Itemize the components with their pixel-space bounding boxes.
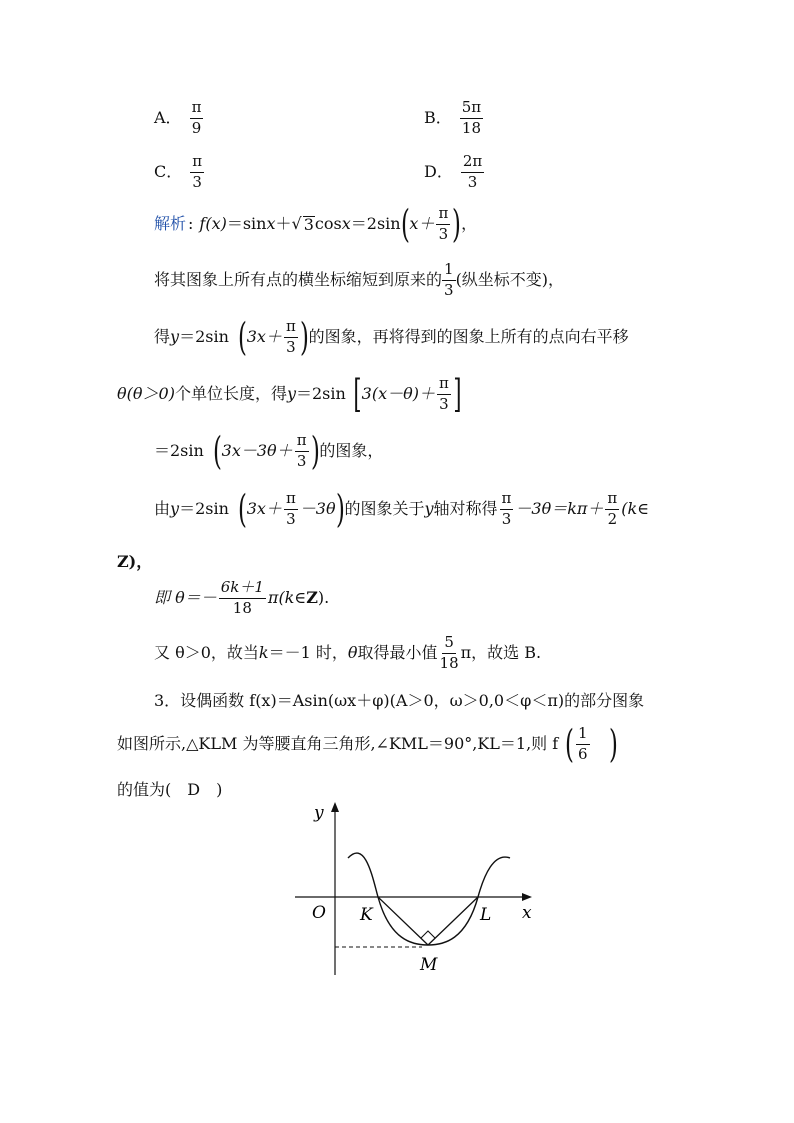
fraction-pi-3-a bbox=[436, 203, 450, 243]
line4-b: 个单位长度，得 bbox=[174, 384, 287, 403]
option-c-num: π bbox=[190, 154, 204, 173]
frac-den: 2 bbox=[607, 509, 618, 528]
left-paren: ( bbox=[565, 722, 575, 766]
question3-line-2 bbox=[117, 722, 618, 766]
solution-tag: 解析 bbox=[154, 214, 187, 233]
left-paren: ( bbox=[400, 202, 410, 246]
label-m: M bbox=[420, 955, 438, 975]
solution-line-2 bbox=[154, 262, 564, 299]
label-x: x bbox=[522, 903, 532, 923]
line6-h: －3θ＝kπ＋ bbox=[515, 499, 604, 518]
line4-y: y bbox=[286, 384, 296, 403]
line4-d: 3(x－θ)＋ bbox=[361, 384, 435, 403]
line9-c: 取得最小值 bbox=[357, 643, 438, 663]
option-d-label: D． bbox=[424, 162, 453, 182]
line6-i: (k∈ bbox=[621, 499, 650, 518]
line2-text: 将其图象上所有点的横坐标缩短到原来的 bbox=[154, 270, 443, 290]
frac-den: 3 bbox=[286, 509, 296, 528]
fraction-pi-3-f bbox=[500, 488, 514, 528]
right-paren: ) bbox=[299, 315, 309, 359]
expr-x1: x bbox=[266, 214, 276, 233]
line9-d: π，故选 B. bbox=[460, 643, 542, 663]
line3-c: 3x＋ bbox=[246, 327, 282, 346]
option-c bbox=[154, 154, 206, 191]
option-d-fraction bbox=[461, 154, 484, 191]
label-l: L bbox=[480, 905, 492, 925]
option-a-den: 9 bbox=[191, 118, 202, 137]
frac-den: 3 bbox=[501, 509, 512, 528]
right-bracket: ] bbox=[453, 372, 462, 416]
left-paren: ( bbox=[237, 487, 247, 531]
frac-den: 18 bbox=[439, 653, 459, 672]
line6-b: ＝2sin bbox=[179, 499, 229, 518]
line5-b: 3x－3θ＋ bbox=[221, 441, 293, 460]
fraction-1-6 bbox=[576, 723, 590, 763]
frac-num: π bbox=[284, 491, 298, 510]
expr-fx: f(x) bbox=[199, 214, 227, 233]
line8-a: 即 θ＝－ bbox=[154, 588, 217, 608]
line9-theta: θ bbox=[347, 643, 358, 663]
fraction-pi-3-d bbox=[295, 430, 309, 470]
line3-tail: 的图象，再将得到的图象上所有的点向右平移 bbox=[308, 327, 629, 346]
frac-num: π bbox=[436, 206, 450, 225]
sqrt-symbol: √ bbox=[291, 214, 302, 233]
option-d-num: 2π bbox=[461, 154, 484, 173]
frac-num: 6k＋1 bbox=[219, 580, 266, 599]
solution-line-4 bbox=[117, 372, 462, 416]
line6-f: y bbox=[424, 499, 434, 518]
option-d-den: 3 bbox=[467, 172, 478, 191]
line8-b: π(k∈ bbox=[267, 588, 307, 608]
y-axis-arrow bbox=[331, 802, 339, 812]
expr-plus: ＋ bbox=[275, 214, 292, 233]
sqrt-radicand: 3 bbox=[303, 214, 314, 234]
frac-num: π bbox=[437, 376, 451, 395]
frac-den: 18 bbox=[232, 598, 252, 617]
option-a-num: π bbox=[190, 100, 204, 119]
frac-den: 3 bbox=[286, 337, 296, 356]
line8-c: ). bbox=[317, 588, 330, 608]
option-c-label: C． bbox=[154, 162, 183, 182]
question3-line-3: 的值为( D ) bbox=[117, 780, 223, 799]
solution-line-6 bbox=[154, 487, 650, 531]
right-angle-marker bbox=[421, 931, 435, 938]
solution-colon: : bbox=[188, 214, 194, 233]
line5-tail: 的图象， bbox=[319, 441, 384, 460]
question3-line-2-text: 如图所示,△KLM 为等腰直角三角形,∠KML＝90°,KL＝1,则 f bbox=[117, 734, 559, 753]
frac-den: 3 bbox=[439, 394, 449, 413]
expr-cos: cos bbox=[314, 214, 342, 233]
left-paren: ( bbox=[237, 315, 247, 359]
line6-y: y bbox=[170, 499, 180, 518]
expr-x2: x bbox=[341, 214, 351, 233]
option-a bbox=[154, 100, 205, 137]
option-b-den: 18 bbox=[461, 118, 482, 137]
line4-c: ＝2sin bbox=[296, 384, 346, 403]
option-b bbox=[424, 100, 485, 137]
question3-line-1: 3．设偶函数 f(x)＝Asin(ωx＋φ)(A＞0，ω＞0,0＜φ＜π)的部分图象 bbox=[154, 691, 645, 710]
x-axis-arrow bbox=[522, 893, 532, 901]
solution-line-8 bbox=[154, 580, 329, 617]
fraction-pi-3-e bbox=[284, 488, 298, 528]
option-a-label: A． bbox=[154, 108, 182, 128]
option-d bbox=[424, 154, 486, 191]
expr-x-plus: x＋ bbox=[409, 214, 435, 233]
solution-line-1 bbox=[154, 202, 478, 246]
line6-g: 轴对称得 bbox=[433, 499, 498, 518]
option-c-den: 3 bbox=[192, 172, 202, 191]
left-bracket: [ bbox=[353, 372, 362, 416]
fraction-pi-3-c bbox=[437, 373, 451, 413]
option-b-label: B． bbox=[424, 108, 452, 128]
right-paren: ) bbox=[335, 487, 345, 531]
right-paren: ) bbox=[310, 429, 320, 473]
line3-b: ＝2sin bbox=[179, 327, 229, 346]
frac-den: 3 bbox=[444, 280, 454, 299]
fraction-pi-2 bbox=[605, 488, 619, 528]
option-b-num: 5π bbox=[460, 100, 483, 119]
left-paren: ( bbox=[212, 429, 222, 473]
label-origin: O bbox=[312, 903, 326, 923]
line6-d: －3θ bbox=[299, 499, 336, 518]
line9-k: k bbox=[258, 643, 269, 663]
cosine-graph-figure bbox=[290, 800, 550, 980]
frac-den: 3 bbox=[296, 451, 307, 470]
line2-tail: (纵坐标不变)， bbox=[455, 270, 565, 290]
solution-line-5 bbox=[154, 429, 384, 473]
line6-e: 的图象关于 bbox=[344, 499, 425, 518]
frac-num: π bbox=[284, 319, 298, 338]
right-paren: ) bbox=[452, 202, 462, 246]
line6-a: 由 bbox=[154, 499, 171, 518]
line9-b: ＝－1 时， bbox=[268, 643, 348, 663]
solution-line-7: Z)， bbox=[117, 552, 153, 571]
line3-a: 得 bbox=[154, 327, 171, 346]
line9-a: 又 θ＞0，故当 bbox=[154, 643, 259, 663]
frac-num: π bbox=[295, 433, 309, 452]
cosine-curve bbox=[348, 853, 510, 945]
line4-a: θ(θ＞0) bbox=[117, 384, 175, 403]
fraction-5-18 bbox=[440, 635, 459, 672]
expr-2sin: ＝2sin bbox=[350, 214, 401, 233]
fraction-6k1-18 bbox=[219, 580, 266, 617]
solution-line-9 bbox=[154, 635, 541, 672]
solution-line-3 bbox=[154, 315, 629, 359]
frac-num: 1 bbox=[442, 262, 456, 281]
option-a-fraction bbox=[190, 100, 204, 137]
frac-num: π bbox=[605, 491, 619, 510]
option-b-fraction bbox=[460, 100, 483, 137]
line3-y: y bbox=[170, 327, 180, 346]
line1-comma: ， bbox=[461, 214, 478, 233]
label-k: K bbox=[360, 905, 373, 925]
label-y: y bbox=[314, 803, 324, 823]
fraction-1-3 bbox=[442, 262, 456, 299]
frac-num: 1 bbox=[576, 726, 590, 745]
frac-num: 5 bbox=[442, 635, 456, 654]
frac-num: π bbox=[500, 491, 514, 510]
line5-a: ＝2sin bbox=[154, 441, 204, 460]
right-paren: ) bbox=[608, 722, 618, 766]
expr-sin: ＝sin bbox=[226, 214, 267, 233]
line8-Z: Z bbox=[306, 588, 318, 608]
fraction-pi-3-b bbox=[284, 316, 298, 356]
frac-den: 3 bbox=[438, 224, 449, 243]
frac-den: 6 bbox=[578, 744, 588, 763]
line6-c: 3x＋ bbox=[246, 499, 282, 518]
option-c-fraction bbox=[190, 154, 204, 191]
